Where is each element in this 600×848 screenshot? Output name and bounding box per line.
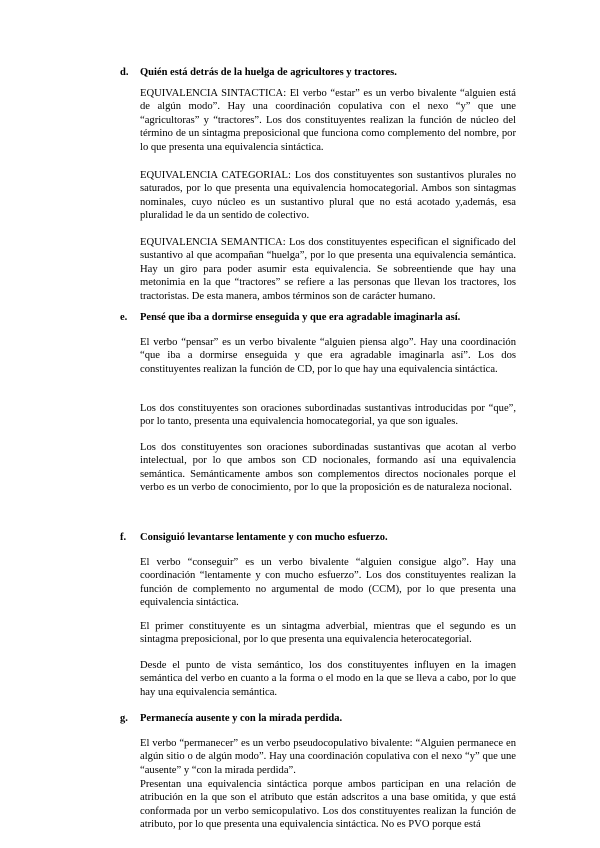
section-f-paragraph-1: El verbo “conseguir” es un verbo bivalente “alguien consigue algo”. Hay una coordinación “lentamente y con mucho esfuerzo”. Los dos constituyentes realizan la función de complemento no argumental de modo (CCM), por lo que presenta una equivalencia sintáctica. (140, 557, 516, 609)
section-f-heading (120, 531, 560, 545)
section-title: Consiguió levantarse lentamente y con mucho esfuerzo. (140, 532, 388, 543)
section-d-paragraph-2: EQUIVALENCIA CATEGORIAL: Los dos constituyentes son sustantivos plurales no saturados, por lo que presenta una equivalencia homocategorial. Ambos son sintagmas nominales, cuyo núcleo es un sustantivo plural que no está acotado y,además, esa pluralidad le da un sentido de colectivo. (140, 170, 516, 222)
section-f-paragraph-3: Desde el punto de vista semántico, los dos constituyentes influyen en la imagen semántica del verbo en cuanto a la forma o el modo en la que se lleva a cabo, por lo que hay una equivalencia semántica. (140, 660, 516, 698)
section-e-heading (120, 311, 560, 325)
section-letter: f. (120, 532, 127, 543)
section-letter: d. (120, 67, 129, 78)
section-e-paragraph-3: Los dos constituyentes son oraciones subordinadas sustantivas que acotan al verbo intelectual, por lo que ambos son CD nocionales, formando así una equivalencia semántica. Semánticamente ambos son complementos directos nocionales porque el verbo es un verbo de conocimiento, por lo que la proposición es de naturaleza nocional. (140, 442, 516, 494)
section-d-paragraph-1: EQUIVALENCIA SINTACTICA: El verbo “estar” es un verbo bivalente “alguien está de algún modo”. Hay una coordinación copulativa con el nexo “y” que une “agricultoras” y “tractores”. Los dos constituyentes realizan la función de núcleo del término de un sintagma preposicional que funciona como complemento del nombre, por lo que presenta una equivalencia sintáctica. (140, 88, 516, 153)
section-g-paragraph-2: Presentan una equivalencia sintáctica porque ambos participan en una relación de atribución en la que son el atributo que están adscritos a una base omitida, y que está conformada por un verbo semicopulativo. Los dos constituyentes realizan la función de atributo, por lo que presenta una equivalencia sintáctica. No es PVO porque está (140, 779, 516, 831)
section-letter: g. (120, 713, 128, 724)
section-e-paragraph-1: El verbo “pensar” es un verbo bivalente “alguien piensa algo”. Hay una coordinación “que iba a dormirse enseguida y que era agradable imaginarla así”. Los dos constituyentes realizan la función de CD, por lo que hay una equivalencia sintáctica. (140, 337, 516, 375)
section-title: Pensé que iba a dormirse enseguida y que era agradable imaginarla así. (140, 312, 461, 323)
section-d-heading (120, 66, 560, 80)
section-g-heading (120, 712, 560, 726)
section-e-paragraph-2: Los dos constituyentes son oraciones subordinadas sustantivas introducidas por “que”, por lo tanto, presenta una equivalencia homocategorial, ya que son iguales. (140, 403, 516, 428)
section-d-paragraph-3: EQUIVALENCIA SEMANTICA: Los dos constituyentes especifican el significado del sustantivo al que acompañan “huelga”, por lo que presenta una equivalencia semántica. Hay un giro para poder asumir esta equivalencia. Se sobreentiende que hay una metonimia en la que “tractores” se refiere a las personas que llevan los tractores, los tractoristas. De esta manera, ambos términos son de carácter humano. (140, 237, 516, 302)
section-title: Permanecía ausente y con la mirada perdida. (140, 713, 343, 724)
section-title: Quién está detrás de la huelga de agricultores y tractores. (140, 67, 397, 78)
section-g-paragraph-1: El verbo “permanecer” es un verbo pseudocopulativo bivalente: “Alguien permanece en algún sitio o de algún modo”. Hay una coordinación copulativa con el nexo “y” que une “ausente” y “con la mirada perdida”. (140, 738, 516, 776)
section-letter: e. (120, 312, 128, 323)
section-f-paragraph-2: El primer constituyente es un sintagma adverbial, mientras que el segundo es un sintagma preposicional, por lo que presenta una equivalencia heterocategorial. (140, 621, 516, 646)
